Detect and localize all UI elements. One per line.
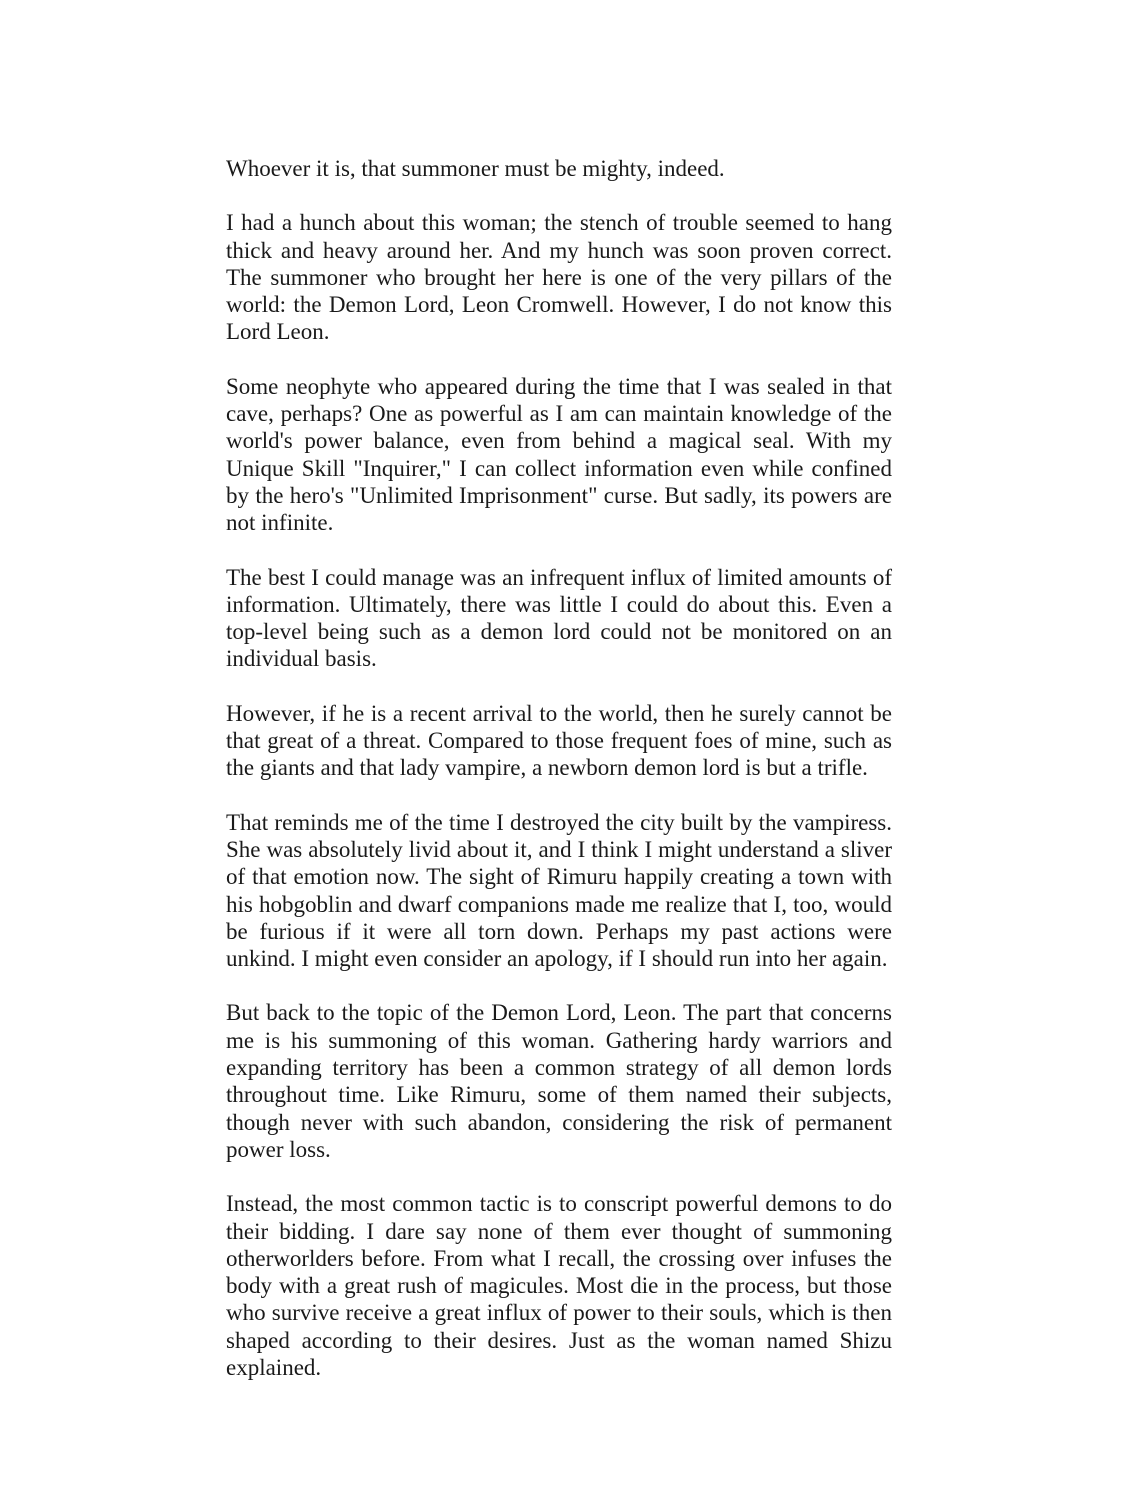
paragraph-7: But back to the topic of the Demon Lord, Leon. The part that concerns me is his summoning of this woman. Gathering hardy warriors and expanding territory has been a common strategy of all demon lords throughout time. Like Rimuru, some of them named their subjects, though never with such abandon, considering the risk of permanent power loss. — [226, 1000, 892, 1162]
paragraph-1: Whoever it is, that summoner must be mighty, indeed. — [226, 156, 725, 181]
paragraph-5: However, if he is a recent arrival to the world, then he surely cannot be that great of a threat. Compared to those frequent foes of mine, such as the giants and that lady vampire, a newborn demon lord is but a trifle. — [226, 700, 892, 781]
paragraph-8: Instead, the most common tactic is to conscript powerful demons to do their bidding. I dare say none of them ever thought of summoning otherworlders before. From what I recall, the crossing over infuses the body with a great rush of magicules. Most die in the process, but those who survive receive a great influx of power to their souls, which is then shaped according to their desires. Just as the woman named Shizu explained. — [226, 1191, 892, 1380]
paragraph-3: Some neophyte who appeared during the time that I was sealed in that cave, perhaps? One as powerful as I am can maintain knowledge of the world's power balance, even from behind a magical seal. With my Unique Skill "Inquirer," I can collect information even while confined by the hero's "Unlimited Imprisonment" curse. But sadly, its powers are not infinite. — [226, 373, 892, 536]
paragraph-2: I had a hunch about this woman; the stench of trouble seemed to hang thick and heavy around her. And my hunch was soon proven correct. The summoner who brought her here is one of the very pillars of the world: the Demon Lord, Leon Cromwell. However, I do not know this Lord Leon. — [226, 210, 892, 345]
paragraph-4: The best I could manage was an infrequent influx of limited amounts of information. Ultimately, there was little I could do about this. Even a top-level being such as a demon lord could not be monitored on an individual basis. — [226, 564, 892, 672]
page-body — [226, 155, 892, 1381]
paragraph-6: That reminds me of the time I destroyed the city built by the vampiress. She was absolutely livid about it, and I think I might understand a sliver of that emotion now. The sight of Rimuru happily creating a town with his hobgoblin and dwarf companions made me realize that I, too, would be furious if it were all torn down. Perhaps my past actions were unkind. I might even consider an apology, if I should run into her again. — [226, 809, 892, 972]
